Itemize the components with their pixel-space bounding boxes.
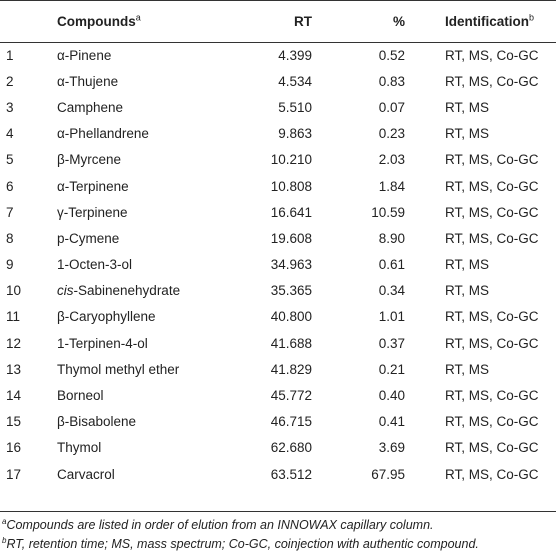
identification-method: RT, MS, Co-GC (445, 230, 539, 246)
compound-name: Borneol (57, 388, 104, 404)
percent-value: 8.90 (378, 230, 405, 246)
bottom-rule (0, 511, 556, 512)
header-percent: % (392, 14, 405, 29)
compound-name: 1-Octen-3-ol (57, 257, 133, 273)
row-number: 8 (6, 230, 14, 246)
retention-time: 41.829 (270, 361, 312, 377)
retention-time: 4.399 (278, 47, 312, 63)
row-number: 13 (6, 361, 22, 377)
row-number: 5 (6, 152, 14, 168)
compound-name: β-Myrcene (57, 152, 122, 168)
retention-time: 4.534 (278, 73, 312, 89)
row-number: 1 (6, 47, 14, 63)
percent-value: 0.83 (378, 73, 405, 89)
percent-value: 0.52 (378, 47, 405, 63)
row-number: 9 (6, 257, 14, 273)
table-row (0, 94, 556, 120)
percent-value: 0.07 (378, 99, 405, 115)
header-identification (405, 1, 556, 42)
compound-name (57, 278, 217, 304)
identification-method: RT, MS (445, 257, 490, 273)
table-row (0, 461, 556, 487)
percent-value: 1.01 (378, 309, 405, 325)
table-row (0, 382, 556, 408)
percent-value: 0.40 (378, 388, 405, 404)
table-row (0, 225, 556, 251)
percent-value: 0.61 (378, 257, 405, 273)
percent-value: 10.59 (371, 204, 405, 220)
header-rt: RT (294, 14, 312, 29)
table-row (0, 121, 556, 147)
compound-name-text: -Sabinenehydrate (73, 283, 181, 299)
row-number: 6 (6, 178, 14, 194)
table-row (0, 356, 556, 382)
compound-name: p-Cymene (57, 230, 120, 246)
footnote-b-mark: b (2, 535, 7, 545)
retention-time: 46.715 (270, 414, 312, 430)
identification-method: RT, MS, Co-GC (445, 466, 539, 482)
footnote-b (0, 535, 556, 554)
identification-method: RT, MS, Co-GC (445, 440, 539, 456)
identification-method: RT, MS, Co-GC (445, 309, 539, 325)
table-row (0, 435, 556, 461)
header-identification-label: Identification (445, 14, 529, 29)
footnote-a-mark: a (2, 516, 7, 526)
table-row (0, 42, 556, 68)
percent-value: 67.95 (371, 466, 405, 482)
footnote-a (0, 516, 556, 535)
compound-name: β-Caryophyllene (57, 309, 156, 325)
identification-method: RT, MS (445, 126, 490, 142)
retention-time: 34.963 (270, 257, 312, 273)
percent-value: 1.84 (378, 178, 405, 194)
compound-name: β-Bisabolene (57, 414, 137, 430)
header-compounds-label: Compounds (57, 14, 136, 29)
identification-method: RT, MS, Co-GC (445, 335, 539, 351)
retention-time: 41.688 (270, 335, 312, 351)
compound-name: α-Thujene (57, 73, 119, 89)
compound-name: α-Phellandrene (57, 126, 149, 142)
retention-time: 10.210 (270, 152, 312, 168)
identification-method: RT, MS (445, 99, 490, 115)
row-number: 11 (6, 309, 21, 325)
row-number: 15 (6, 414, 22, 430)
table-header (0, 1, 556, 42)
table-row (0, 68, 556, 94)
identification-method: RT, MS, Co-GC (445, 204, 539, 220)
percent-value: 0.41 (378, 414, 405, 430)
percent-value: 0.21 (378, 361, 405, 377)
table-row (0, 199, 556, 225)
percent-value: 2.03 (378, 152, 405, 168)
compound-name: α-Pinene (57, 47, 112, 63)
header-identification-footnote-mark: b (529, 12, 535, 23)
retention-time: 19.608 (270, 230, 312, 246)
compound-name: Camphene (57, 99, 124, 115)
table-row (0, 147, 556, 173)
table-row (0, 252, 556, 278)
table-footnotes (0, 516, 556, 554)
retention-time: 45.772 (270, 388, 312, 404)
retention-time: 40.800 (270, 309, 312, 325)
percent-value: 0.34 (378, 283, 405, 299)
retention-time: 9.863 (278, 126, 312, 142)
row-number: 7 (6, 204, 14, 220)
percent-value: 0.37 (378, 335, 405, 351)
table-row (0, 330, 556, 356)
table-row (0, 304, 556, 330)
table-row (0, 409, 556, 435)
retention-time: 5.510 (278, 99, 312, 115)
row-number: 3 (6, 99, 14, 115)
header-number (0, 1, 57, 42)
header-compounds-footnote-mark: a (135, 12, 141, 23)
header-row (0, 1, 556, 42)
compound-name-italic-prefix: cis (57, 283, 74, 299)
percent-value: 0.23 (378, 126, 405, 142)
compound-name: Carvacrol (57, 466, 115, 482)
percent-value: 3.69 (378, 440, 405, 456)
retention-time: 10.808 (270, 178, 312, 194)
compound-name: γ-Terpinene (57, 204, 128, 220)
identification-method: RT, MS, Co-GC (445, 414, 539, 430)
retention-time: 16.641 (270, 204, 312, 220)
row-number: 4 (6, 126, 14, 142)
footnote-b-text: RT, retention time; MS, mass spectrum; Co-GC, coinjection with authentic compound. (6, 537, 479, 551)
row-number: 2 (6, 73, 14, 89)
table-body (0, 42, 556, 487)
identification-method: RT, MS (445, 283, 490, 299)
compound-name: Thymol methyl ether (57, 361, 180, 377)
row-number: 16 (6, 440, 22, 456)
compound-name: α-Terpinene (57, 178, 129, 194)
row-number: 10 (6, 283, 22, 299)
compounds-table (0, 1, 556, 487)
identification-method: RT, MS, Co-GC (445, 47, 539, 63)
retention-time: 62.680 (270, 440, 312, 456)
retention-time: 63.512 (270, 466, 312, 482)
header-compounds (57, 1, 217, 42)
row-number: 17 (6, 466, 22, 482)
retention-time: 35.365 (270, 283, 312, 299)
row-number: 14 (6, 388, 22, 404)
row-number: 12 (6, 335, 22, 351)
identification-method: RT, MS (445, 361, 490, 377)
identification-method: RT, MS, Co-GC (445, 388, 539, 404)
identification-method: RT, MS, Co-GC (445, 152, 539, 168)
identification-method: RT, MS, Co-GC (445, 73, 539, 89)
identification-method: RT, MS, Co-GC (445, 178, 539, 194)
footnote-a-text: Compounds are listed in order of elution from an INNOWAX capillary column. (6, 518, 434, 532)
compound-name: 1-Terpinen-4-ol (57, 335, 148, 351)
table-row (0, 173, 556, 199)
table-row (0, 278, 556, 304)
compound-name: Thymol (57, 440, 102, 456)
